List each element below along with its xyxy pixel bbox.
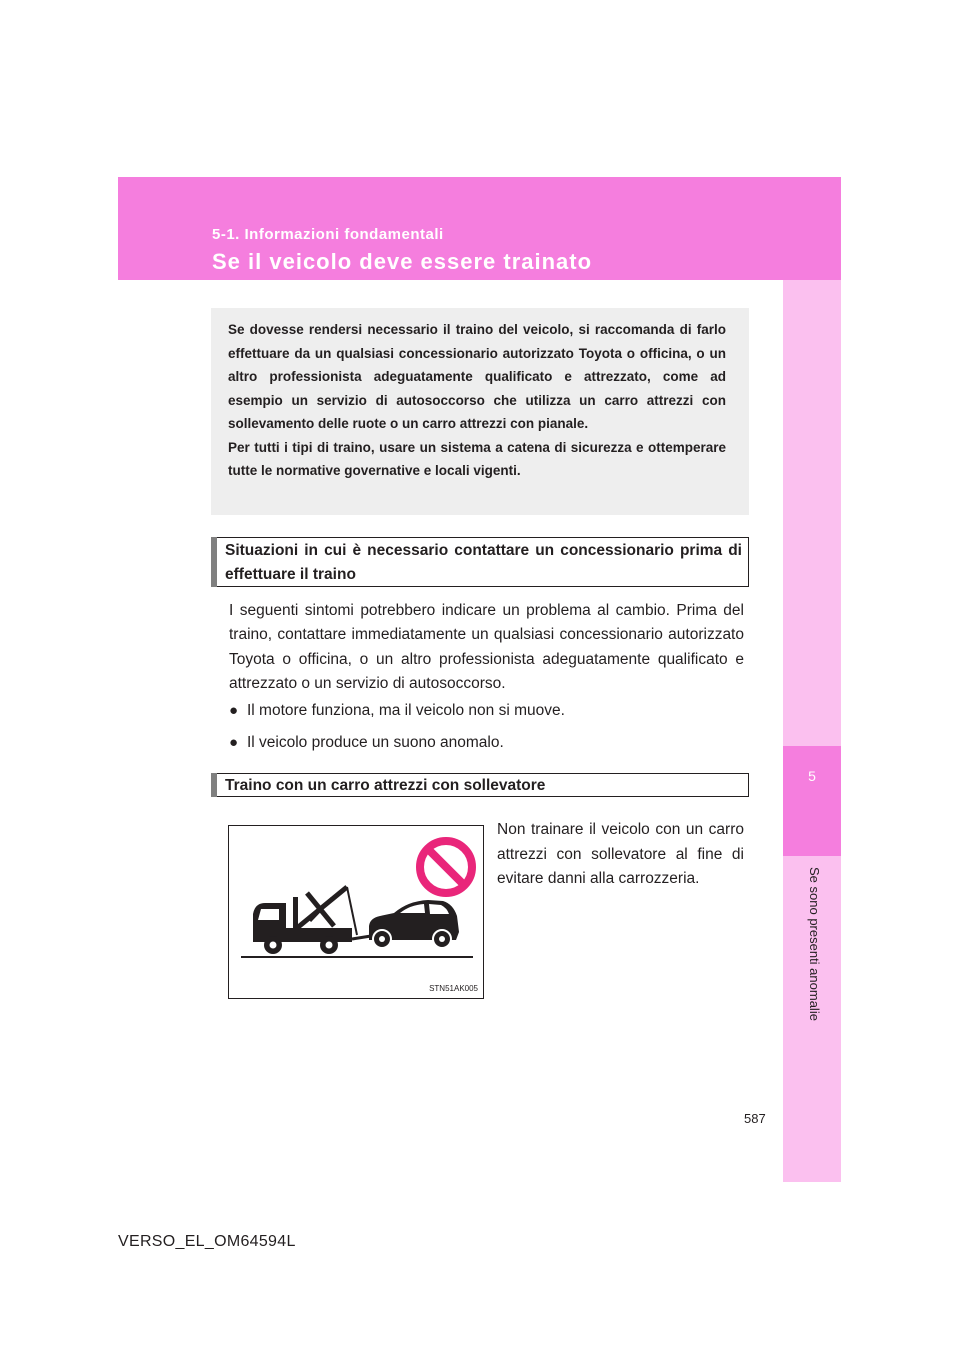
towing-illustration bbox=[228, 825, 484, 999]
intro-paragraph: Per tutti i tipi di traino, usare un sistema a catena di sicurezza e ottemperare tutte le normative governative e locali vigenti. bbox=[228, 439, 726, 478]
page-title: Se il veicolo deve essere trainato bbox=[212, 249, 593, 274]
list-item-text: Il motore funziona, ma il veicolo non si muove. bbox=[247, 702, 565, 719]
list-item bbox=[229, 699, 565, 723]
page-number: 587 bbox=[744, 1111, 766, 1126]
section-heading: Situazioni in cui è necessario contattare un concessionario prima di effettuare il traino bbox=[225, 542, 742, 583]
list-item-text: Il veicolo produce un suono anomalo. bbox=[247, 734, 504, 751]
intro-paragraph: Se dovesse rendersi necessario il traino del veicolo, si raccomanda di farlo effettuare da un qualsiasi concessionario autorizzato Toyota o officina, o un altro professionista adeguatamente qualificato e attrezzato, come ad esempio un servizio di autosoccorso che utilizza un carro attrezzi con sollevamento delle ruote o un carro attrezzi con pianale. bbox=[228, 322, 726, 431]
section-heading-box bbox=[211, 537, 749, 587]
bullet-icon: ● bbox=[229, 702, 239, 719]
prohibited-icon bbox=[420, 841, 472, 893]
towing-illustration-graphic bbox=[229, 826, 483, 998]
tow-truck-icon bbox=[253, 887, 371, 954]
section-heading: Traino con un carro attrezzi con sollevatore bbox=[225, 777, 546, 794]
chapter-side-strip bbox=[783, 280, 841, 1182]
list-item bbox=[229, 731, 504, 755]
chapter-number: 5 bbox=[808, 768, 816, 784]
section-label: 5-1. Informazioni fondamentali bbox=[212, 226, 444, 243]
figure-code: STN51AK005 bbox=[429, 984, 478, 993]
chapter-tab bbox=[783, 746, 841, 856]
chapter-title: Se sono presenti anomalie bbox=[807, 867, 822, 1021]
section-heading-box bbox=[211, 773, 749, 797]
car-icon bbox=[369, 900, 459, 948]
body-paragraph: Non trainare il veicolo con un carro attrezzi con sollevatore al fine di evitare danni alla carrozzeria. bbox=[497, 821, 744, 887]
document-code: VERSO_EL_OM64594L bbox=[118, 1233, 296, 1250]
intro-text bbox=[228, 318, 726, 483]
body-paragraph: I seguenti sintomi potrebbero indicare un problema al cambio. Prima del traino, contattare immediatamente un qualsiasi concessionario autorizzato Toyota o officina, o un altro professionista adeguatamente qualificato e attrezzato o un servizio di autosoccorso. bbox=[229, 602, 744, 692]
bullet-icon: ● bbox=[229, 734, 239, 751]
